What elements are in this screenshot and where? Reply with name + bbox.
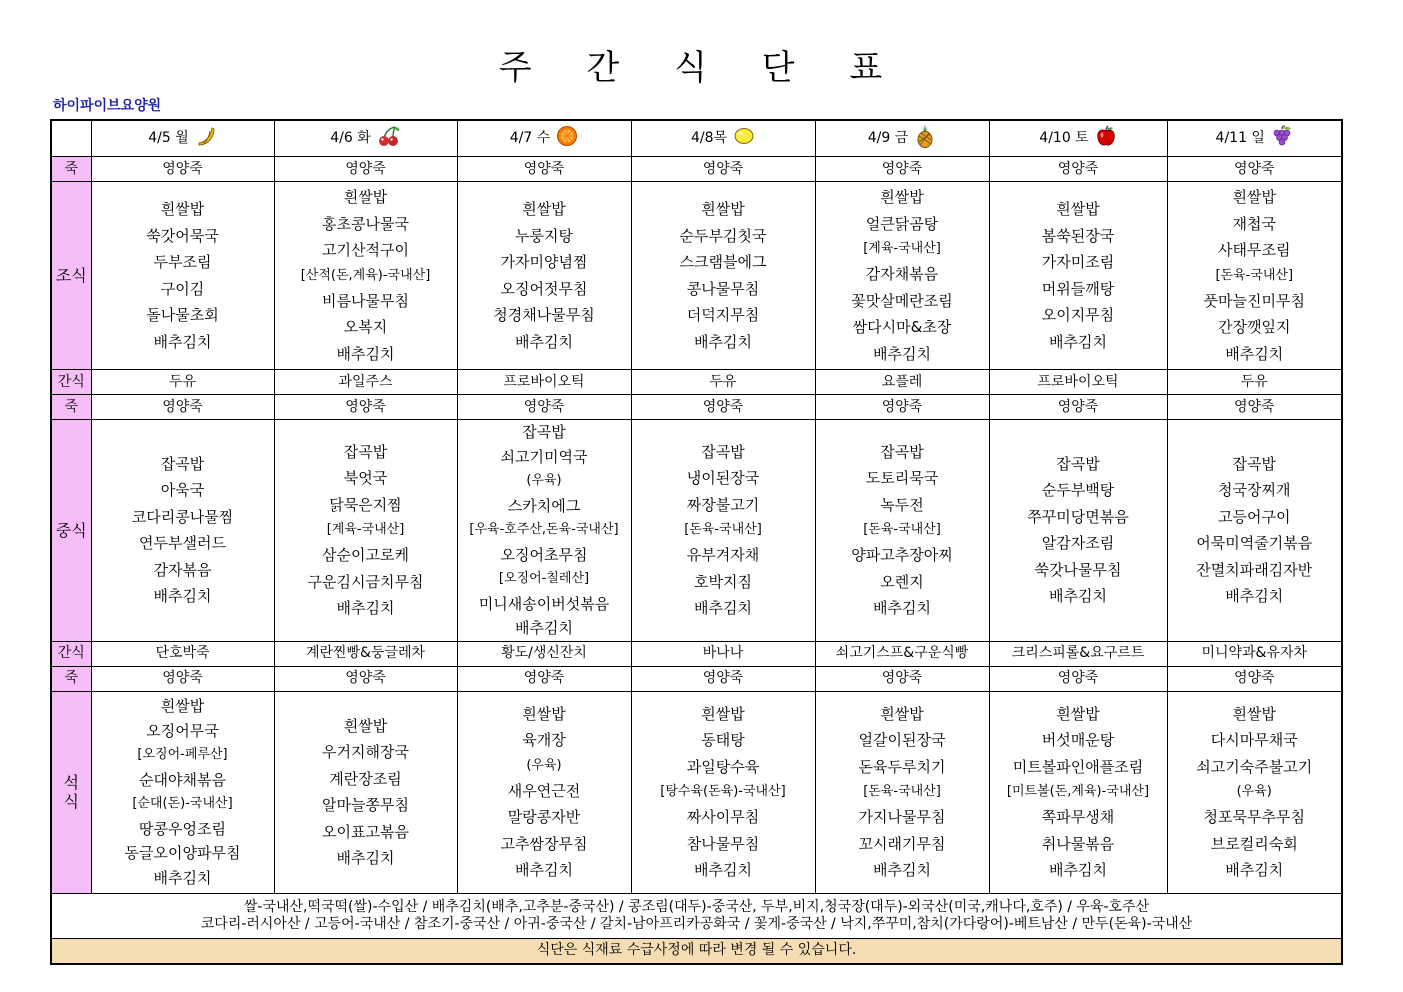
- origin-line-2: 코다리-러시아산 / 고등어-국내산 / 참조기-중국산 / 아귀-중국산 / 갈치-남아프리카공화국 / 꽃게-중국산 / 낙지,쭈꾸미,참치(가다랑어)-베트남산 / 만두(돈육)-국내산: [200, 915, 1193, 932]
- menu-item: 잡곡밥: [160, 454, 205, 473]
- porridge-cell: 영양죽: [989, 395, 1167, 420]
- menu-item: 오복지: [343, 318, 388, 336]
- menu-item: 봄쑥된장국: [1041, 226, 1115, 245]
- menu-item: 도토리묵국: [865, 469, 939, 488]
- menu-item: 잡곡밥: [343, 442, 388, 461]
- menu-item: 계란장조림: [329, 769, 402, 788]
- day-header: [989, 120, 1167, 157]
- snack-cell: 쇠고기스프&구운식빵: [815, 641, 989, 666]
- dinner-cell: [91, 691, 274, 893]
- dinner-cell: [815, 691, 989, 893]
- row-label-porridge: 죽: [51, 395, 91, 420]
- corner-cell: [51, 120, 91, 157]
- menu-item: 쌈다시마&초장: [852, 318, 952, 336]
- menu-item: 흰쌀밥: [160, 200, 205, 218]
- footer-row: [51, 938, 1342, 964]
- menu-item: 배추김치: [694, 861, 752, 879]
- menu-item: 흰쌀밥: [522, 704, 566, 723]
- menu-item: 어묵미역줄기볶음: [1196, 534, 1313, 553]
- menu-item: 오이지무침: [1041, 306, 1115, 324]
- menu-item: 배추김치: [336, 344, 395, 363]
- menu-item: 짜장불고기: [686, 495, 760, 514]
- snack-cell: 프로바이오틱: [457, 370, 631, 395]
- menu-item: 배추김치: [694, 332, 752, 351]
- menu-item: 스카치에그: [507, 496, 581, 515]
- menu-item: 순두부김칫국: [679, 226, 767, 245]
- day-header: [1167, 120, 1342, 157]
- menu-item: 쪽파무생채: [1041, 808, 1115, 826]
- lunch-cell: [815, 420, 989, 642]
- porridge-cell: 영양죽: [815, 666, 989, 691]
- breakfast-cell: [815, 182, 989, 370]
- menu-item: 알감자조림: [1041, 534, 1115, 553]
- menu-item: 동글오이양파무침: [124, 844, 241, 862]
- row-label-snack: 간식: [51, 641, 91, 666]
- snack-cell: 과일주스: [274, 370, 457, 395]
- menu-item: 브로컬리숙회: [1210, 834, 1298, 853]
- menu-item: [돈육-국내산]: [863, 522, 941, 538]
- row-label-dinner: [51, 691, 91, 893]
- menu-item: 육개장: [522, 731, 566, 749]
- porridge-cell: 영양죽: [631, 395, 815, 420]
- menu-item: 오징어무국: [146, 721, 219, 740]
- breakfast-cell: [989, 182, 1167, 370]
- grape-icon: [1271, 125, 1293, 152]
- menu-item: 녹두전: [880, 495, 924, 514]
- menu-item: 미트볼파인애플조림: [1012, 757, 1144, 776]
- menu-item: [미트볼(돈,계육)-국내산]: [1006, 784, 1150, 799]
- snack-cell: 두유: [91, 370, 274, 395]
- menu-item: 우거지해장국: [322, 743, 409, 761]
- breakfast-cell: [91, 182, 274, 370]
- menu-item: 오징어초무침: [500, 545, 588, 564]
- menu-item: 꽃맛살메란조림: [851, 291, 953, 310]
- menu-item: 감자볶음: [153, 560, 212, 579]
- menu-item: 흰쌀밥: [160, 697, 205, 715]
- porridge-cell: 영양죽: [631, 666, 815, 691]
- porridge-cell: 영양죽: [1167, 395, 1342, 420]
- menu-item: 배추김치: [1225, 861, 1284, 879]
- day-label: 4/11 일: [1215, 130, 1265, 147]
- porridge-row-morning: [51, 157, 1342, 182]
- lunch-row: [51, 420, 1342, 642]
- menu-item: 오징어젓무침: [500, 279, 588, 298]
- menu-item: 땅콩우엉조림: [139, 819, 226, 838]
- origin-notes-row: [51, 893, 1342, 938]
- menu-item: 북엇국: [343, 469, 388, 488]
- porridge-cell: 영양죽: [815, 157, 989, 182]
- porridge-cell: 영양죽: [457, 395, 631, 420]
- menu-item: 배추김치: [153, 587, 212, 606]
- breakfast-cell: [1167, 182, 1342, 370]
- snack-cell: 크리스피롤&요구르트: [989, 641, 1167, 666]
- dinner-cell: [631, 691, 815, 893]
- menu-item: 배추김치: [1049, 587, 1107, 606]
- dinner-cell: [1167, 691, 1342, 893]
- day-header: [91, 120, 274, 157]
- porridge-cell: 영양죽: [91, 666, 274, 691]
- menu-item: 홍초콩나물국: [322, 214, 409, 233]
- day-label: 4/7 수: [509, 130, 551, 147]
- menu-item: 오렌지: [880, 572, 924, 591]
- menu-item: 배추김치: [515, 332, 573, 351]
- organization-name: 하이파이브요양원: [53, 98, 162, 114]
- menu-item: [계육-국내산]: [326, 522, 405, 538]
- menu-item: [우육-호주산,돈육-국내산]: [469, 522, 619, 537]
- origin-line-1: 쌀-국내산,떡국떡(쌀)-수입산 / 배추김치(배추,고추분-중국산) / 콩조림(대두)-중국산, 두부,비지,청국장(대두)-외국산(미국,캐나다,호주) / 우육-호주산: [243, 898, 1150, 915]
- menu-item: 순대야채볶음: [139, 770, 226, 789]
- menu-item: 쭈꾸미당면볶음: [1027, 507, 1129, 526]
- menu-item: 양파고추장아찌: [851, 546, 953, 565]
- menu-item: 배추김치: [1225, 344, 1284, 363]
- day-header: [457, 120, 631, 157]
- menu-item: 흰쌀밥: [522, 200, 566, 218]
- menu-item: 배추김치: [515, 861, 573, 879]
- menu-item: 잡곡밥: [1232, 454, 1276, 473]
- row-label-snack: 간식: [51, 370, 91, 395]
- page-title: 주 간 식 단 표: [498, 48, 905, 88]
- snack-cell: 계란찐빵&둥글레차: [274, 641, 457, 666]
- porridge-cell: 영양죽: [989, 157, 1167, 182]
- menu-item: 쇠고기미역국: [500, 447, 588, 466]
- apple-icon: [1095, 125, 1117, 152]
- menu-item: 배추김치: [873, 861, 931, 879]
- menu-item: 더덕지무침: [686, 306, 760, 324]
- snack-row-afternoon: [51, 641, 1342, 666]
- porridge-cell: 영양죽: [1167, 157, 1342, 182]
- menu-item: 알마늘쫑무침: [322, 796, 409, 814]
- menu-item: 감자채볶음: [865, 265, 939, 283]
- menu-item: 청경채나물무침: [493, 306, 595, 324]
- menu-item: 비름나물무침: [322, 291, 409, 310]
- snack-cell: 바나나: [631, 641, 815, 666]
- menu-item: 누룽지탕: [515, 226, 573, 245]
- snack-cell: 두유: [1167, 370, 1342, 395]
- menu-item: 사태무조림: [1218, 241, 1291, 259]
- menu-item: 흰쌀밥: [880, 188, 924, 206]
- snack-cell: 미니약과&유자차: [1167, 641, 1342, 666]
- snack-cell: 단호박죽: [91, 641, 274, 666]
- menu-item: 배추김치: [1049, 332, 1107, 351]
- menu-item: 꼬시래기무침: [858, 834, 946, 853]
- menu-item: 풋마늘진미무침: [1203, 291, 1305, 310]
- menu-item: 미니새송이버섯볶음: [478, 594, 610, 613]
- porridge-cell: 영양죽: [274, 157, 457, 182]
- row-label-breakfast: 조식: [51, 182, 91, 370]
- menu-item: 삼순이고로케: [322, 546, 409, 565]
- menu-item: 흰쌀밥: [1056, 704, 1100, 723]
- day-header: [274, 120, 457, 157]
- dinner-cell: [989, 691, 1167, 893]
- menu-item: 고기산적구이: [322, 241, 409, 259]
- day-label: 4/8목: [690, 130, 728, 147]
- menu-item: 구이김: [160, 279, 205, 298]
- menu-item: 가지나물무침: [858, 808, 946, 826]
- porridge-row-midday: [51, 395, 1342, 420]
- weekly-menu-table: [50, 119, 1343, 965]
- menu-item: 잔멸치파래김자반: [1196, 560, 1313, 579]
- menu-item: 배추김치: [1225, 587, 1284, 606]
- menu-item: 배추김치: [336, 599, 395, 618]
- menu-item: 고등어구이: [1218, 507, 1291, 526]
- menu-item: 짜사이무침: [686, 808, 760, 826]
- menu-item: 배추김치: [336, 849, 395, 867]
- menu-item: 닭묵은지찜: [329, 495, 402, 514]
- menu-item: [탕수육(돈육)-국내산]: [660, 784, 786, 799]
- lunch-cell: [457, 420, 631, 642]
- day-header: [815, 120, 989, 157]
- menu-item: 간장깻잎지: [1218, 318, 1291, 336]
- menu-item: 순두부백탕: [1041, 481, 1115, 500]
- porridge-cell: 영양죽: [457, 666, 631, 691]
- menu-item: 얼갈이된장국: [858, 731, 946, 749]
- menu-item: 돌나물초회: [146, 306, 219, 324]
- menu-item: 배추김치: [153, 868, 212, 887]
- porridge-cell: 영양죽: [1167, 666, 1342, 691]
- porridge-cell: 영양죽: [91, 157, 274, 182]
- header-row: [51, 120, 1342, 157]
- menu-item: 잡곡밥: [522, 423, 566, 441]
- menu-item: 스크램블에그: [679, 253, 767, 271]
- menu-item: 과일탕수육: [686, 757, 760, 776]
- menu-item: [계육-국내산]: [863, 241, 941, 256]
- menu-item: 배추김치: [873, 344, 931, 363]
- menu-item: 콩나물무침: [686, 279, 760, 298]
- orange-icon: [556, 125, 578, 152]
- menu-item: 아욱국: [160, 481, 205, 500]
- menu-item: 새우연근전: [507, 781, 581, 800]
- row-label-porridge: 죽: [51, 666, 91, 691]
- snack-cell: 황도/생신잔치: [457, 641, 631, 666]
- origin-notes: [51, 893, 1342, 938]
- dinner-cell: [274, 691, 457, 893]
- menu-item: 청포묵무추무침: [1203, 808, 1305, 826]
- lunch-cell: [631, 420, 815, 642]
- menu-item: 배추김치: [1049, 861, 1107, 879]
- menu-item: 버섯매운탕: [1041, 731, 1115, 749]
- lunch-cell: [274, 420, 457, 642]
- menu-item: 구운김시금치무침: [307, 572, 424, 591]
- menu-item: 참나물무침: [686, 834, 760, 853]
- porridge-cell: 영양죽: [989, 666, 1167, 691]
- menu-item: 배추김치: [694, 599, 752, 618]
- lunch-cell: [91, 420, 274, 642]
- dinner-cell: [457, 691, 631, 893]
- menu-item: 잡곡밥: [1056, 454, 1100, 473]
- menu-item: 동태탕: [701, 731, 745, 749]
- menu-item: [돈육-국내산]: [684, 522, 762, 538]
- day-label: 4/10 토: [1039, 130, 1089, 147]
- menu-item: 유부겨자채: [686, 546, 760, 565]
- porridge-row-evening: [51, 666, 1342, 691]
- cherry-icon: [377, 125, 401, 152]
- menu-item: 쑥갓나물무침: [1034, 560, 1122, 579]
- day-header: [631, 120, 815, 157]
- menu-item: 잡곡밥: [880, 442, 924, 461]
- day-label: 4/6 화: [330, 130, 371, 147]
- menu-item: [산적(돈,계육)-국내산]: [300, 267, 431, 283]
- menu-item: 말랑콩자반: [507, 808, 581, 826]
- breakfast-row: [51, 182, 1342, 370]
- menu-item: 얼큰닭곰탕: [865, 214, 939, 233]
- menu-item: 청국장찌개: [1218, 481, 1291, 500]
- breakfast-cell: [457, 182, 631, 370]
- menu-item: 흰쌀밥: [1232, 704, 1276, 723]
- menu-item: 흰쌀밥: [880, 704, 924, 723]
- menu-item: 오이표고볶음: [322, 822, 409, 841]
- lunch-cell: [989, 420, 1167, 642]
- row-label-dinner-2: 식: [63, 792, 79, 811]
- menu-item: 흰쌀밥: [343, 716, 388, 735]
- lunch-cell: [1167, 420, 1342, 642]
- menu-item: 취나물볶음: [1041, 834, 1115, 853]
- menu-item: (우육): [526, 473, 562, 488]
- breakfast-cell: [631, 182, 815, 370]
- menu-item: [오징어-칠레산]: [498, 571, 590, 586]
- row-label-lunch: 중식: [51, 420, 91, 642]
- menu-item: 흰쌀밥: [701, 200, 745, 218]
- menu-item: 흰쌀밥: [701, 704, 745, 723]
- menu-item: 고추쌈장무침: [500, 834, 588, 853]
- menu-item: (우육): [526, 757, 562, 773]
- menu-item: 흰쌀밥: [1056, 200, 1100, 218]
- snack-cell: 프로바이오틱: [989, 370, 1167, 395]
- porridge-cell: 영양죽: [631, 157, 815, 182]
- porridge-cell: 영양죽: [815, 395, 989, 420]
- lemon-icon: [733, 125, 755, 152]
- menu-item: 배추김치: [515, 619, 573, 637]
- menu-item: 재첩국: [1232, 214, 1276, 233]
- menu-item: [돈육-국내산]: [863, 784, 941, 799]
- menu-item: 쇠고기숙주불고기: [1196, 757, 1313, 776]
- day-label: 4/9 금: [867, 130, 909, 147]
- pineapple-icon: [914, 124, 936, 153]
- porridge-cell: 영양죽: [274, 666, 457, 691]
- menu-item: 쑥갓어묵국: [146, 226, 219, 245]
- porridge-cell: 영양죽: [457, 157, 631, 182]
- breakfast-cell: [274, 182, 457, 370]
- menu-item: 코다리콩나물찜: [131, 507, 234, 526]
- porridge-cell: 영양죽: [274, 395, 457, 420]
- row-label-dinner-1: 석: [63, 772, 79, 792]
- footer-notice: 식단은 식재료 수급사정에 따라 변경 될 수 있습니다.: [51, 938, 1342, 964]
- menu-item: 냉이된장국: [686, 469, 760, 488]
- menu-item: 흰쌀밥: [343, 188, 388, 206]
- menu-item: 흰쌀밥: [1232, 188, 1276, 206]
- menu-item: 배추김치: [153, 332, 212, 351]
- snack-cell: 두유: [631, 370, 815, 395]
- dinner-row: [51, 691, 1342, 893]
- menu-item: 다시마무채국: [1210, 731, 1298, 749]
- menu-item: 배추김치: [873, 599, 931, 618]
- snack-cell: 요플레: [815, 370, 989, 395]
- row-label-porridge: 죽: [51, 157, 91, 182]
- menu-item: 머위들깨탕: [1041, 279, 1115, 298]
- menu-item: [순대(돈)-국내산]: [132, 796, 233, 811]
- menu-item: (우육): [1236, 784, 1272, 799]
- banana-icon: [195, 125, 217, 152]
- menu-item: 잡곡밥: [701, 442, 745, 461]
- menu-item: 가자미조림: [1041, 253, 1115, 271]
- day-label: 4/5 월: [148, 130, 189, 147]
- menu-item: 돈육두루치기: [858, 757, 946, 776]
- porridge-cell: 영양죽: [91, 395, 274, 420]
- menu-item: [오징어-페루산]: [137, 747, 228, 762]
- menu-item: 호박지짐: [694, 572, 752, 591]
- snack-row-morning: [51, 370, 1342, 395]
- menu-item: 두부조림: [153, 253, 212, 271]
- menu-item: 가자미양념찜: [500, 253, 588, 271]
- menu-item: [돈육-국내산]: [1215, 267, 1294, 283]
- menu-item: 연두부샐러드: [139, 534, 226, 553]
